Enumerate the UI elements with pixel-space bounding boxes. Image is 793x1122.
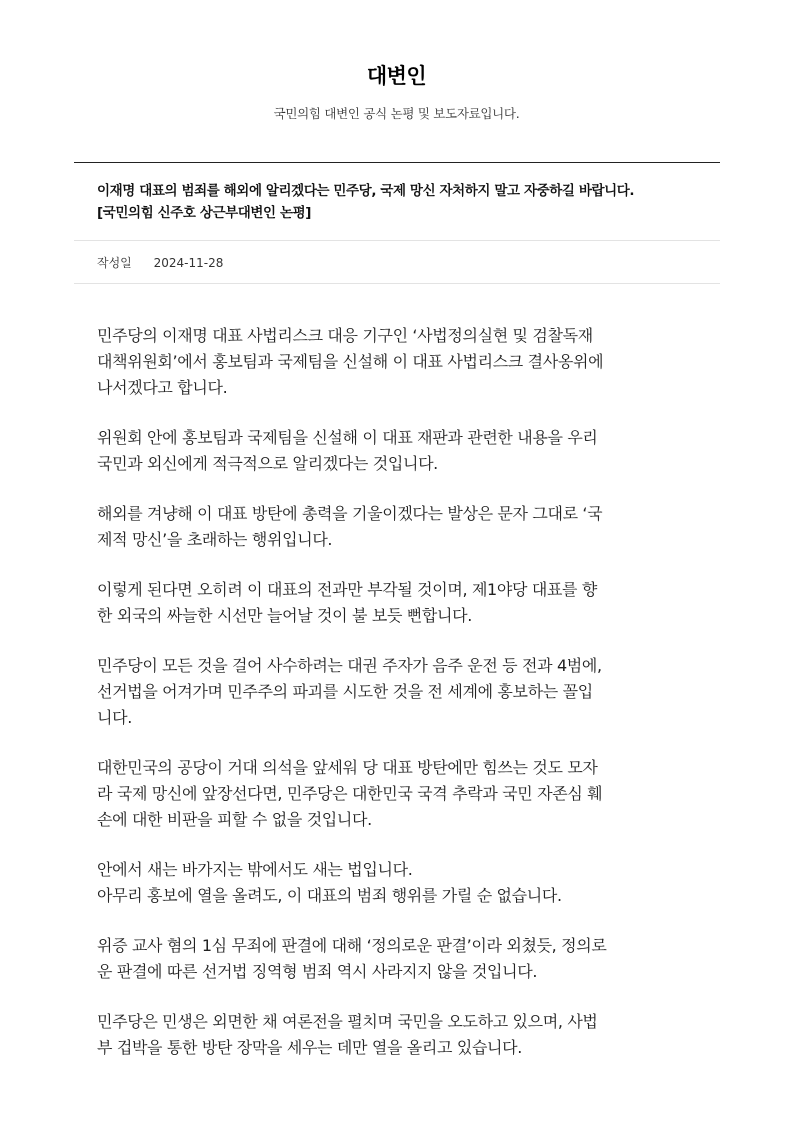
header-divider: [74, 162, 720, 163]
paragraph-line: 라 국제 망신에 앞장선다면, 민주당은 대한민국 국격 추락과 국민 자존심 훼: [97, 784, 603, 803]
paragraph-line: 위증 교사 혐의 1심 무죄에 판결에 대해 ‘정의로운 판결’이라 외쳤듯, 정의로: [97, 936, 607, 955]
paragraph-line: 나서겠다고 합니다.: [97, 378, 228, 397]
meta-divider: [74, 283, 720, 284]
title-divider: [74, 240, 720, 241]
paragraph-line: 아무리 홍보에 열을 올려도, 이 대표의 범죄 행위를 가릴 순 없습니다.: [97, 886, 562, 905]
paragraph-line: 대책위원회’에서 홍보팀과 국제팀을 신설해 이 대표 사법리스크 결사옹위에: [97, 352, 604, 371]
paragraph: [97, 933, 707, 985]
paragraph: [97, 425, 707, 477]
paragraph-line: 이렇게 된다면 오히려 이 대표의 전과만 부각될 것이며, 제1야당 대표를 향: [97, 580, 598, 599]
paragraph-line: 국민과 외신에게 적극적으로 알리겠다는 것입니다.: [97, 454, 438, 473]
paragraph-line: 민주당은 민생은 외면한 채 여론전을 펼치며 국민을 오도하고 있으며, 사법: [97, 1012, 598, 1031]
paragraph-line: 민주당의 이재명 대표 사법리스크 대응 기구인 ‘사법정의실현 및 검찰독재: [97, 326, 593, 345]
page-subtitle: 국민의힘 대변인 공식 논평 및 보도자료입니다.: [273, 106, 520, 121]
paragraph-line: 대한민국의 공당이 거대 의석을 앞세워 당 대표 방탄에만 힘쓰는 것도 모자: [97, 758, 598, 777]
paragraph-line: 제적 망신’을 초래하는 행위입니다.: [97, 530, 333, 549]
paragraph-line: 니다.: [97, 708, 132, 727]
page-title: 대변인: [366, 64, 427, 88]
paragraph: [97, 857, 707, 909]
paragraph-line: 부 겁박을 통한 방탄 장막을 세우는 데만 열을 올리고 있습니다.: [97, 1038, 523, 1057]
paragraph: [97, 755, 707, 833]
paragraph-line: 운 판결에 따른 선거법 징역형 범죄 역시 사라지지 않을 것입니다.: [97, 962, 538, 981]
date-value: 2024-11-28: [153, 256, 224, 270]
paragraph: [97, 323, 707, 401]
article-title-line: 이재명 대표의 범죄를 해외에 알리겠다는 민주당, 국제 망신 자처하지 말고 자중하길 바랍니다.: [97, 183, 635, 199]
paragraph-line: 민주당이 모든 것을 걸어 사수하려는 대권 주자가 음주 운전 등 전과 4범에,: [97, 656, 602, 675]
article-meta: [97, 254, 223, 271]
article-title: [97, 180, 707, 224]
paragraph-line: 해외를 겨냥해 이 대표 방탄에 총력을 기울이겠다는 발상은 문자 그대로 ‘국: [97, 504, 603, 523]
paragraph: [97, 653, 707, 731]
paragraph-line: 한 외국의 싸늘한 시선만 늘어날 것이 불 보듯 뻔합니다.: [97, 606, 472, 625]
article-body: [97, 323, 707, 1085]
paragraph: [97, 1009, 707, 1061]
date-label: 작성일: [97, 256, 132, 270]
paragraph: [97, 577, 707, 629]
paragraph: [97, 501, 707, 553]
paragraph-line: 손에 대한 비판을 피할 수 없을 것입니다.: [97, 810, 372, 829]
article-title-line: [국민의힘 신주호 상근부대변인 논평]: [97, 205, 312, 221]
paragraph-line: 위원회 안에 홍보팀과 국제팀을 신설해 이 대표 재판과 관련한 내용을 우리: [97, 428, 598, 447]
paragraph-line: 선거법을 어겨가며 민주주의 파괴를 시도한 것을 전 세계에 홍보하는 꼴입: [97, 682, 593, 701]
paragraph-line: 안에서 새는 바가지는 밖에서도 새는 법입니다.: [97, 860, 413, 879]
